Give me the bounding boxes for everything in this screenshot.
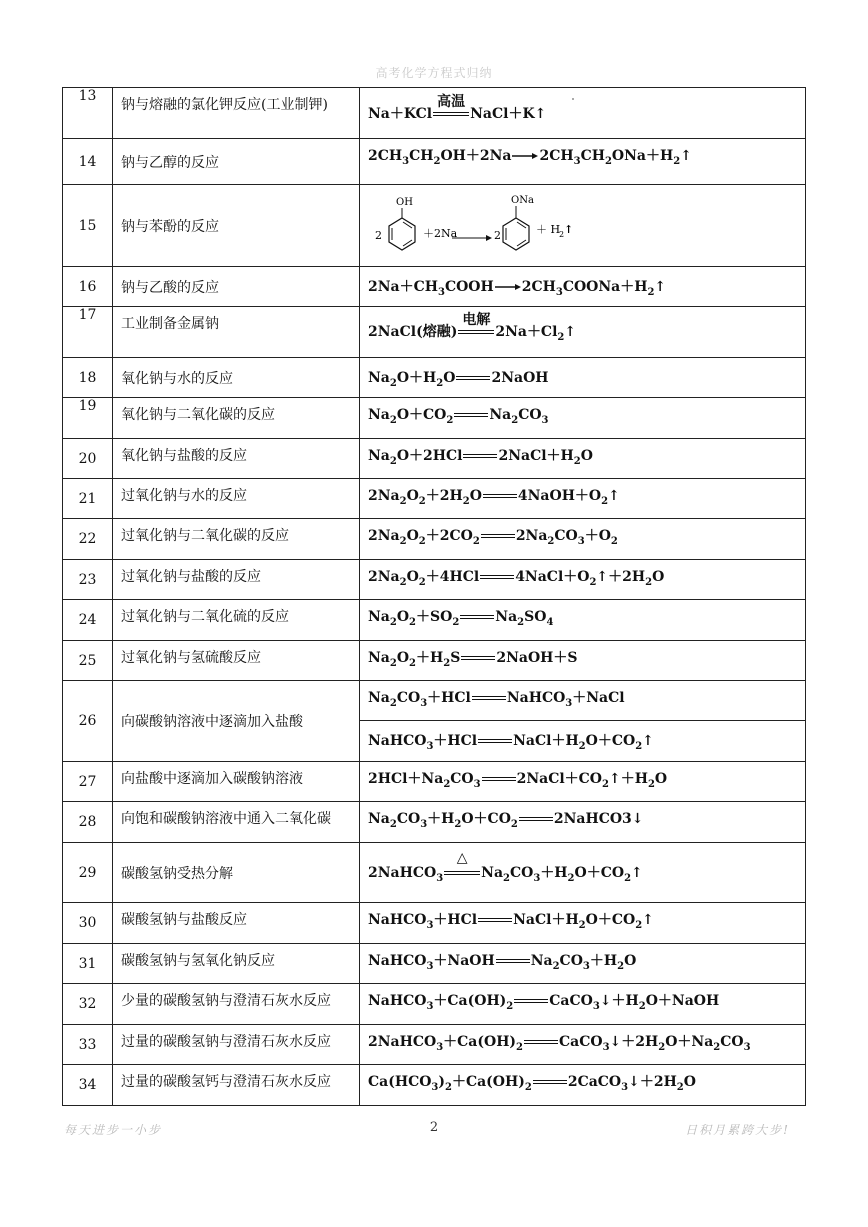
sodium-phenoxide-label: ONa [511, 194, 534, 206]
benzene-ring-icon [389, 218, 415, 250]
chemical-equation: $Na_2O+CO_2$ $Na_2CO_3$ [360, 398, 806, 439]
reaction-condition: 高温 [433, 106, 469, 122]
chemical-equation: $2Na+CH_3COOH$ $2CH_3COONa+H_2↑$ [360, 267, 806, 307]
chemical-equation: $2Na_2O_2+2CO_2$ $2Na_2CO_3+O_2$ [360, 519, 806, 560]
hydroxyl-label: OH [396, 196, 413, 208]
row-number: 29 [63, 843, 113, 903]
reaction-description: 碳酸氢钠受热分解 [113, 843, 360, 903]
table-row [63, 600, 806, 641]
reaction-description: 过氧化钠与水的反应 [113, 479, 360, 519]
row-number: 24 [63, 600, 113, 641]
table-row [63, 267, 806, 307]
chemical-equation: $Na_2CO_3+H_2O+CO_2$ 2NaHCO3↓ [360, 802, 806, 843]
reaction-description: 向碳酸钠溶液中逐滴加入盐酸 [113, 681, 360, 762]
table-row [63, 641, 806, 681]
page-header: 高考化学方程式归纳 [375, 66, 493, 80]
row-number: 20 [63, 439, 113, 479]
row-number: 17 [63, 307, 113, 358]
chemical-equation: $2NaHCO_3+Ca(OH)_2$ $CaCO_3↓+2H_2O+Na_2CO_3$ [360, 1025, 806, 1065]
row-number: 13 [63, 88, 113, 139]
phenol-reaction-diagram [370, 193, 590, 259]
table-row [63, 519, 806, 560]
chemical-equation: $Na_2O_2+SO_2$ $Na_2SO_4$ [360, 600, 806, 641]
row-number: 22 [63, 519, 113, 560]
reaction-description: 碳酸氢钠与氢氧化钠反应 [113, 944, 360, 984]
row-number: 16 [63, 267, 113, 307]
reaction-condition: 电解 [458, 324, 494, 340]
equation-table [62, 87, 806, 1106]
table-row [63, 762, 806, 802]
svg-text:2: 2 [494, 228, 501, 242]
reaction-description: 过氧化钠与二氧化硫的反应 [113, 600, 360, 641]
table-row [63, 560, 806, 600]
chemical-equation: Na＋KCl 高温 NaCl＋K↑ [360, 88, 806, 139]
reaction-description: 过量的碳酸氢钙与澄清石灰水反应 [113, 1065, 360, 1106]
reaction-description: 钠与苯酚的反应 [113, 185, 360, 267]
reaction-description: 少量的碳酸氢钠与澄清石灰水反应 [113, 984, 360, 1025]
table-row [63, 944, 806, 984]
chemical-equation: $Na_2O+H_2O$ 2NaOH [360, 358, 806, 398]
row-number: 26 [63, 681, 113, 762]
table-row [63, 984, 806, 1025]
row-number: 19 [63, 398, 113, 439]
table-row [63, 398, 806, 439]
table-row [63, 479, 806, 519]
svg-text:2: 2 [559, 229, 565, 239]
reaction-description: 碳酸氢钠与盐酸反应 [113, 903, 360, 944]
arrow-icon [486, 235, 492, 241]
chemical-equation: $2CH_3CH_2OH+2Na$ $2CH_3CH_2ONa+H_2↑$ [360, 139, 806, 185]
table-row [63, 1025, 806, 1065]
arrow-icon [495, 283, 521, 291]
benzene-ring-icon [503, 218, 529, 250]
row-number: 18 [63, 358, 113, 398]
footer-motto-left: 每天进步一小步 [64, 1123, 163, 1137]
row-number: 30 [63, 903, 113, 944]
row-number: 23 [63, 560, 113, 600]
reaction-description: 氧化钠与二氧化碳的反应 [113, 398, 360, 439]
chemical-equation: 2NaHCO$_3$ △ $Na_2CO_3+H_2O+CO_2↑$ [360, 843, 806, 903]
reaction-description: 钠与乙醇的反应 [113, 139, 360, 185]
row-number: 28 [63, 802, 113, 843]
table-row [63, 903, 806, 944]
chemical-equation: $Na_2O_2+H_2S$ 2NaOH＋S [360, 641, 806, 681]
chemical-equation: $Na_2O+2HCl$ $2NaCl+H_2O$ [360, 439, 806, 479]
reaction-description: 过量的碳酸氢钠与澄清石灰水反应 [113, 1025, 360, 1065]
chemical-equation: NaHCO$_3$＋HCl $NaCl+H_2O+CO_2↑$ [360, 903, 806, 944]
row-number: 25 [63, 641, 113, 681]
table-row [63, 358, 806, 398]
reaction-description: 过氧化钠与盐酸的反应 [113, 560, 360, 600]
reaction-description: 向盐酸中逐滴加入碳酸钠溶液 [113, 762, 360, 802]
row-number: 32 [63, 984, 113, 1025]
row-number: 33 [63, 1025, 113, 1065]
reaction-description: 过氧化钠与二氧化碳的反应 [113, 519, 360, 560]
table-row [63, 307, 806, 358]
row-number: 31 [63, 944, 113, 984]
chemical-equation: $NaHCO_3+Ca(OH)_2$ $CaCO_3↓+H_2O+NaOH$ [360, 984, 806, 1025]
row-number: 27 [63, 762, 113, 802]
table-row [63, 139, 806, 185]
chemical-equation: NaHCO$_3$＋NaOH $Na_2CO_3+H_2O$ [360, 944, 806, 984]
chemical-equation: $2Na_2O_2+2H_2O$ $4NaOH+O_2↑$ [360, 479, 806, 519]
row-number: 34 [63, 1065, 113, 1106]
svg-text:2: 2 [375, 228, 382, 242]
footer-motto-right: 日积月累跨大步! [685, 1123, 790, 1137]
chemical-equation: NaHCO$_3$＋HCl $NaCl+H_2O+CO_2↑$ [360, 721, 806, 762]
svg-text:↑: ↑ [564, 222, 574, 236]
chemical-equation: $Na_2CO_3+HCl$ NaHCO$_3$＋NaCl [360, 681, 806, 721]
reaction-description: 工业制备金属钠 [113, 307, 360, 358]
table-row [63, 185, 806, 267]
row-number: 14 [63, 139, 113, 185]
reaction-description: 氧化钠与盐酸的反应 [113, 439, 360, 479]
table-row [63, 843, 806, 903]
table-row [63, 681, 806, 721]
chemical-equation: $Ca(HCO_3)_2+Ca(OH)_2$ $2CaCO_3↓+2H_2O$ [360, 1065, 806, 1106]
reaction-description: 过氧化钠与氢硫酸反应 [113, 641, 360, 681]
chemical-equation [360, 185, 806, 267]
reaction-description: 氧化钠与水的反应 [113, 358, 360, 398]
chemical-equation: 2NaCl(熔融) 电解 $2Na+Cl_2↑$ [360, 307, 806, 358]
chemical-equation: $2Na_2O_2+4HCl$ $4NaCl+O_2↑+2H_2O$ [360, 560, 806, 600]
svg-text:＋2Na: ＋2Na [423, 226, 458, 240]
row-number: 15 [63, 185, 113, 267]
reaction-condition: △ [444, 865, 480, 881]
reaction-description: 钠与熔融的氯化钾反应(工业制钾) [113, 88, 360, 139]
chemical-equation: $2HCl+Na_2CO_3$ $2NaCl+CO_2↑+H_2O$ [360, 762, 806, 802]
table-row [63, 439, 806, 479]
row-number: 21 [63, 479, 113, 519]
svg-text:＋ H: ＋ H [536, 222, 561, 236]
page-number: 2 [429, 1120, 439, 1135]
table-row [63, 88, 806, 139]
arrow-icon [512, 152, 538, 160]
table-row [63, 802, 806, 843]
reaction-description: 向饱和碳酸钠溶液中通入二氧化碳 [113, 802, 360, 843]
reaction-description: 钠与乙酸的反应 [113, 267, 360, 307]
table-row [63, 1065, 806, 1106]
